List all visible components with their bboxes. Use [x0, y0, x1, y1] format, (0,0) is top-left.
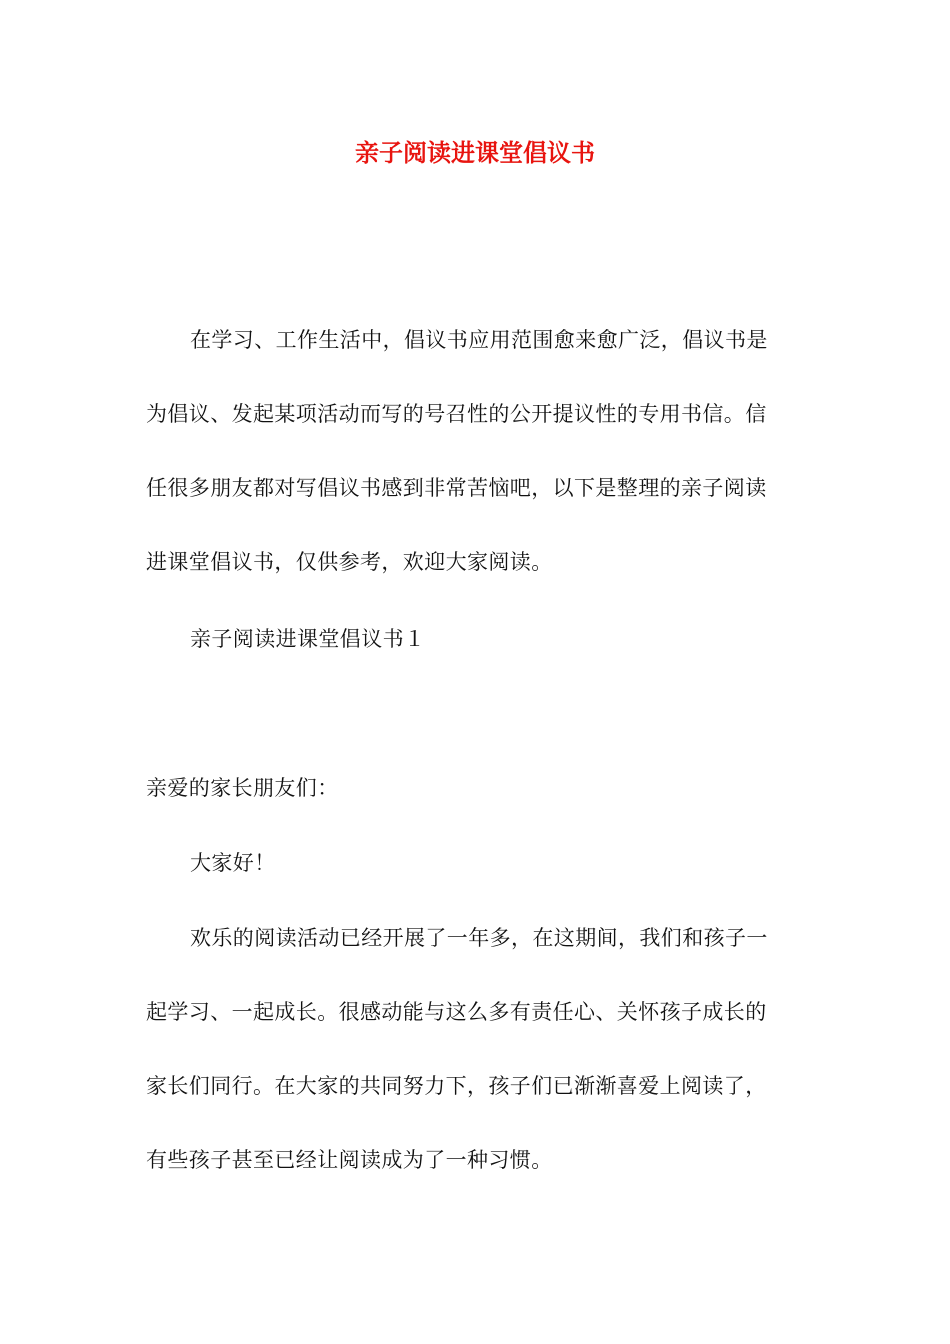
intro-line: 任很多朋友都对写倡议书感到非常苦恼吧，以下是整理的亲子阅读 [146, 476, 767, 500]
intro-line: 进课堂倡议书，仅供参考，欢迎大家阅读。 [146, 550, 553, 574]
body-line: 欢乐的阅读活动已经开展了一年多，在这期间，我们和孩子一 [190, 926, 768, 950]
intro-line: 为倡议、发起某项活动而写的号召性的公开提议性的专用书信。信 [146, 402, 767, 426]
intro-line: 在学习、工作生活中，倡议书应用范围愈来愈广泛，倡议书是 [190, 328, 768, 352]
body-line: 起学习、一起成长。很感动能与这么多有责任心、关怀孩子成长的 [146, 1000, 767, 1024]
body-paragraph [146, 901, 806, 1197]
intro-paragraph [146, 303, 806, 599]
greeting: 大家好！ [190, 851, 276, 875]
document-title: 亲子阅读进课堂倡议书 [355, 138, 595, 167]
body-line: 有些孩子甚至已经让阅读成为了一种习惯。 [146, 1148, 553, 1172]
section-heading: 亲子阅读进课堂倡议书１ [190, 627, 426, 651]
salutation: 亲爱的家长朋友们： [146, 776, 339, 800]
body-line: 家长们同行。在大家的共同努力下，孩子们已渐渐喜爱上阅读了， [146, 1074, 767, 1098]
